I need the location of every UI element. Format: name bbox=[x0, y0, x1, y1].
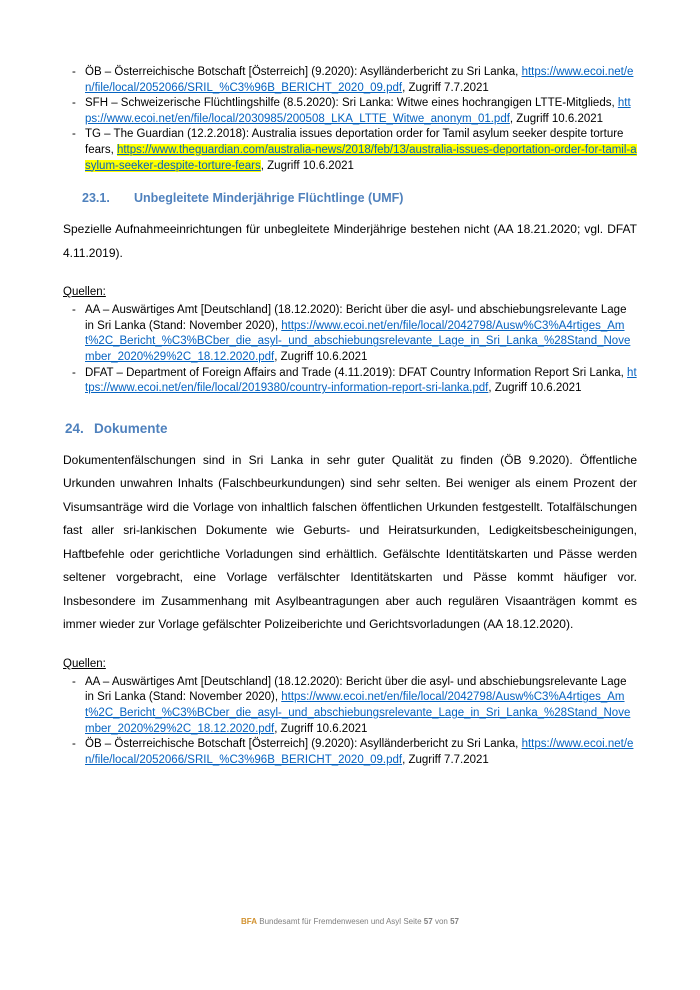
source-access-date: , Zugriff 10.6.2021 bbox=[274, 722, 368, 735]
bullet-dash: - bbox=[72, 97, 76, 110]
source-list-umf bbox=[72, 303, 637, 397]
source-citation: ÖB – Österreichische Botschaft [Österreich] (9.2020): Asylländerbericht zu Sri Lanka, bbox=[85, 66, 522, 78]
source-entry bbox=[85, 676, 630, 735]
section-heading-23-1 bbox=[82, 191, 637, 205]
source-entry bbox=[85, 66, 633, 94]
footer-org-name: Bundesamt für Fremdenwesen und Asyl bbox=[259, 917, 402, 926]
source-list-top bbox=[72, 65, 637, 174]
source-link[interactable]: https://www.ecoi.net/en/file/local/2030985/200508_LKA_LTTE_Witwe_anonym_01.pdf bbox=[85, 97, 631, 125]
source-access-date: , Zugriff 10.6.2021 bbox=[488, 382, 582, 395]
source-link[interactable]: https://www.ecoi.net/en/file/local/2052066/SRIL_%C3%96B_BERICHT_2020_09.pdf bbox=[85, 738, 634, 766]
source-citation: ÖB – Österreichische Botschaft [Österreich] (9.2020): Asylländerbericht zu Sri Lanka, bbox=[85, 738, 522, 751]
source-citation: TG – The Guardian (12.2.2018): Australia issues deportation order for Tamil asylum seeker despite torture fears, bbox=[85, 128, 624, 156]
source-item bbox=[72, 675, 637, 737]
source-citation: DFAT – Department of Foreign Affairs and Trade (4.11.2019): DFAT Country Information Report Sri Lanka, bbox=[85, 366, 628, 379]
footer-von-label: von bbox=[434, 917, 448, 926]
source-link[interactable]: https://www.ecoi.net/en/file/local/2052066/SRIL_%C3%96B_BERICHT_2020_09.pdf bbox=[85, 66, 634, 94]
source-entry bbox=[85, 367, 637, 395]
source-entry bbox=[85, 97, 631, 125]
source-link-highlighted[interactable]: https://www.theguardian.com/australia-news/2018/feb/13/australia-issues-deportation-order-for-tamil-asylum-seeker-despite-torture-fears bbox=[85, 143, 637, 172]
footer-page-number: 57 bbox=[423, 917, 433, 926]
source-item bbox=[72, 127, 637, 174]
source-citation: AA – Auswärtiges Amt [Deutschland] (18.12.2020): Bericht über die asyl- und abschiebungsrelevante Lage in Sri Lanka (Stand: November 2020), bbox=[85, 675, 627, 704]
dokumente-paragraph: Dokumentenfälschungen sind in Sri Lanka in sehr guter Qualität zu finden (ÖB 9.2020). Öffentliche Urkunden unwahren Inhalts (Falschbeurkundungen) sind sehr selten. Bei weniger als einem Prozent der Visumsanträge wird die Vorlage von inhaltlich falschen öffentlichen Urkunden festgestellt. Totalfälschungen fast aller sri-lankischen Dokumente wie Geburts- und Heiratsurkunden, Ledigkeitsbescheinigungen, Haftbefehle oder gerichtliche Vorladungen sind erhältlich. Gefälschte Identitätskarten und Pässe werden seltener vorgebracht, eine Vorlage verfälschter Identitätskarten und Pässe kommt häufiger vor. Insbesondere im Zusammenhang mit Asylbeantragungen aber auch regulären Visaanträgen kommt es immer wieder zur Vorlage gefälschter Polizeiberichte und Gerichtsvorladungen (AA 18.12.2020). bbox=[63, 452, 637, 632]
quellen-label: Quellen: bbox=[63, 657, 106, 670]
source-entry bbox=[85, 128, 637, 171]
source-citation: SFH – Schweizerische Flüchtlingshilfe (8.5.2020): Sri Lanka: Witwe eines hochrangigen LTTE-Mitglieds, bbox=[85, 97, 618, 110]
source-access-date: , Zugriff 10.6.2021 bbox=[274, 350, 368, 363]
footer-seite-label: Seite bbox=[403, 917, 422, 926]
source-access-date: , Zugriff 10.6.2021 bbox=[260, 159, 354, 172]
source-item bbox=[72, 737, 637, 768]
source-item bbox=[72, 96, 637, 127]
page-footer bbox=[0, 917, 700, 926]
umf-paragraph: Spezielle Aufnahmeeinrichtungen für unbegleitete Minderjährige bestehen nicht (AA 18.21.2020; vgl. DFAT 4.11.2019). bbox=[63, 222, 637, 260]
source-link[interactable]: https://www.ecoi.net/en/file/local/2019380/country-information-report-sri-lanka.pdf bbox=[85, 366, 637, 395]
source-list-dokumente bbox=[72, 675, 637, 769]
source-access-date: , Zugriff 7.7.2021 bbox=[402, 753, 489, 766]
bullet-dash: - bbox=[72, 738, 76, 751]
bullet-dash: - bbox=[72, 66, 76, 78]
bullet-dash: - bbox=[72, 675, 76, 688]
heading-number: 23.1. bbox=[82, 191, 110, 206]
source-item bbox=[72, 366, 637, 397]
source-entry bbox=[85, 738, 633, 766]
source-access-date: , Zugriff 7.7.2021 bbox=[402, 81, 489, 94]
source-link[interactable]: https://www.ecoi.net/en/file/local/2042798/Ausw%C3%A4rtiges_Amt%2C_Bericht_%C3%BCber_die_asyl-_und_abschiebungsrelevante_Lage_in_Sri_Lanka_%28Stand_November_2020%29%2C_18.12.2020.pdf bbox=[85, 691, 631, 735]
source-citation: AA – Auswärtiges Amt [Deutschland] (18.12.2020): Bericht über die asyl- und abschiebungsrelevante Lage in Sri Lanka (Stand: November 2020), bbox=[85, 304, 627, 332]
heading-number: 24. bbox=[65, 420, 84, 436]
source-link[interactable]: https://www.ecoi.net/en/file/local/2042798/Ausw%C3%A4rtiges_Amt%2C_Bericht_%C3%BCber_die_asyl-_und_abschiebungsrelevante_Lage_in_Sri_Lanka_%28Stand_November_2020%29%2C_18.12.2020.pdf bbox=[85, 319, 631, 363]
bullet-dash: - bbox=[72, 304, 76, 317]
source-entry bbox=[85, 304, 630, 363]
source-access-date: , Zugriff 10.6.2021 bbox=[509, 112, 604, 125]
source-item bbox=[72, 65, 637, 96]
footer-total-pages: 57 bbox=[450, 917, 459, 926]
heading-title: Unbegleitete Minderjährige Flüchtlinge (UMF) bbox=[134, 191, 404, 206]
quellen-label: Quellen: bbox=[63, 286, 106, 299]
section-heading-24 bbox=[65, 421, 637, 436]
footer-bfa-logo: BFA bbox=[241, 917, 257, 926]
bullet-dash: - bbox=[72, 366, 76, 379]
bullet-dash: - bbox=[72, 128, 76, 141]
source-item bbox=[72, 303, 637, 365]
heading-title: Dokumente bbox=[94, 420, 168, 436]
